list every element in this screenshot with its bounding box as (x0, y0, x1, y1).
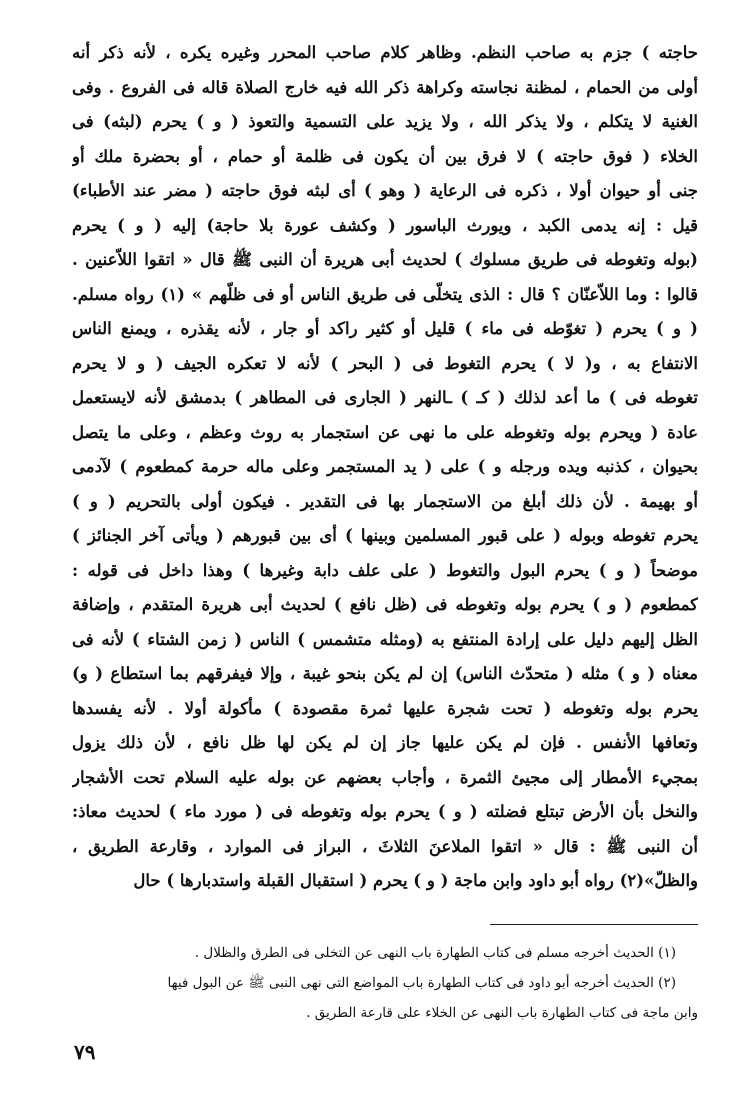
text-line: ( و ) يحرم ( تغوّطه فى ماء ) قليل أو كثير راكد أو جار ، لأنه يقذره ، ويمنع الناس (72, 319, 698, 338)
text-line: جنى أو حيوان أولا ، ذكره فى الرعاية ( وهو ) أى لبثه فوق حاجته ( مضر عند الأطباء) (72, 181, 698, 200)
main-text (72, 36, 698, 899)
text-line: الغنية لا يتكلم ، ولا يذكر الله ، ولا يزيد على التسمية والتعوذ ( و ) يحرم (لبثه) فى (72, 112, 698, 131)
text-line: تغوطه فى ) ما أعد لذلك ( كـ ) ـالنهر ( الجارى فى المطاهر ) بدمشق لأنه لايستعمل (72, 388, 698, 407)
text-line: وتعافها الأنفس . فإن لم يكن عليها جاز إن لم يكن لها ظل نافع ، لأن ذلك يزول (72, 733, 698, 752)
footnotes (72, 938, 698, 1028)
text-line: موضحاً ( و ) يحرم البول والتغوط ( على علف دابة وغيرها ) وهذا داخل فى قوله : (72, 560, 698, 580)
text-line: الانتفاع به ، و( لا ) يحرم التغوط فى ( البحر ) لأنه لا تعكره الجيف ( و لا يحرم (72, 353, 698, 373)
text-line: بمجيء الأمطار إلى مجيئ الثمرة ، وأجاب بعضهم عن بوله عليه السلام تحت الأشجار (72, 767, 698, 787)
footnote-1: (١) الحديث أخرجه مسلم فى كتاب الطهارة باب النهى عن التخلى فى الطرق والظلال . (194, 945, 676, 961)
text-line: عادة ( ويحرم بوله وتغوطه على ما نهى عن استجمار به روث وعظم ، وعلى ما يتصل (72, 422, 698, 442)
page-number: ٧٩ (74, 1040, 96, 1064)
text-line: يحرم بوله وتغوطه ( تحت شجرة عليها ثمرة مقصودة ) مأكولة أولا . لأنه يفسدها (72, 698, 698, 718)
text-line: معناه ( و ) مثله ( متحدّث الناس) إن لم يكن بنحو غيبة ، وإلا فيفرقهم بما استطاع ( و) (72, 664, 698, 683)
text-line: حاجته ) جزم به صاحب النظم. وظاهر كلام صاحب المحرر وغيره يكره ، لأنه ذكر أنه (72, 43, 698, 62)
text-line: والظلّ»(٢) رواه أبو داود وابن ماجة ( و ) يحرم ( استقبال القبلة واستدبارها ) حال (133, 871, 698, 890)
text-line: أو بهيمة . لأن ذلك أبلغ من الاستجمار بها فى التقدير . فيكون أولى بالتحريم ( و ) (72, 491, 698, 511)
text-line: يحرم تغوطه وبوله ( على قبور المسلمين وبينها ) أى بين قبورهم ( ويأتى آخر الجنائز ) (72, 526, 698, 545)
text-line: قيل : إنه يدمى الكبد ، ويورث الباسور ( وكشف عورة بلا حاجة) إليه ( و ) يحرم (72, 215, 698, 235)
footnote-separator (490, 924, 698, 925)
text-line: الظل إليهم دليل على إرادة المنتفع به (ومثله متشمس ) الناس ( زمن الشتاء ) لأنه فى (72, 629, 698, 649)
footnote-2: (٢) الحديث أخرجه أبو داود فى كتاب الطهارة باب المواضع التى نهى النبى ﷺ عن البول فيها (167, 975, 676, 991)
text-line: قالوا : وما اللاّعنّان ؟ قال : الذى يتخلّى فى طريق الناس أو فى ظلّهم » (١) رواه مسلم. (72, 284, 698, 304)
text-line: الخلاء ( فوق حاجته ) لا فرق بين أن يكون فى ظلمة أو حمام ، أو بحضرة ملك أو (72, 146, 698, 166)
text-line: والنخل بأن الأرض تبتلع فضلته ( و ) يحرم بوله وتغوطه فى ( مورد ماء ) لحديث معاذ: (72, 802, 698, 821)
book-page (72, 36, 698, 1066)
footnote-2-continuation: وابن ماجة فى كتاب الطهارة باب النهى عن الخلاء على قارعة الطريق . (306, 1005, 698, 1021)
text-line: بحيوان ، كذنبه ويده ورجله و ) على ( يد المستجمر وعلى ماله حرمة كمطعوم ) لآدمى (72, 457, 698, 476)
text-line: أن النبى ﷺ : قال « اتقوا الملاعنَ الثلاثَ ، البراز فى الموارد ، وقارعة الطريق ، (72, 836, 698, 856)
text-line: كمطعوم ( و ) يحرم بوله وتغوطه فى (ظل نافع ) لحديث أبى هريرة المتقدم ، وإضافة (72, 595, 698, 614)
text-line: أولى من الحمام ، لمظنة نجاسته وكراهة ذكر الله فيه خارج الصلاة قاله فى الفروع . وفى (72, 77, 698, 97)
text-line: (بوله وتغوطه فى طريق مسلوك ) لحديث أبى هريرة أن النبى ﷺ قال « اتقوا اللاّعنين . (72, 250, 698, 269)
